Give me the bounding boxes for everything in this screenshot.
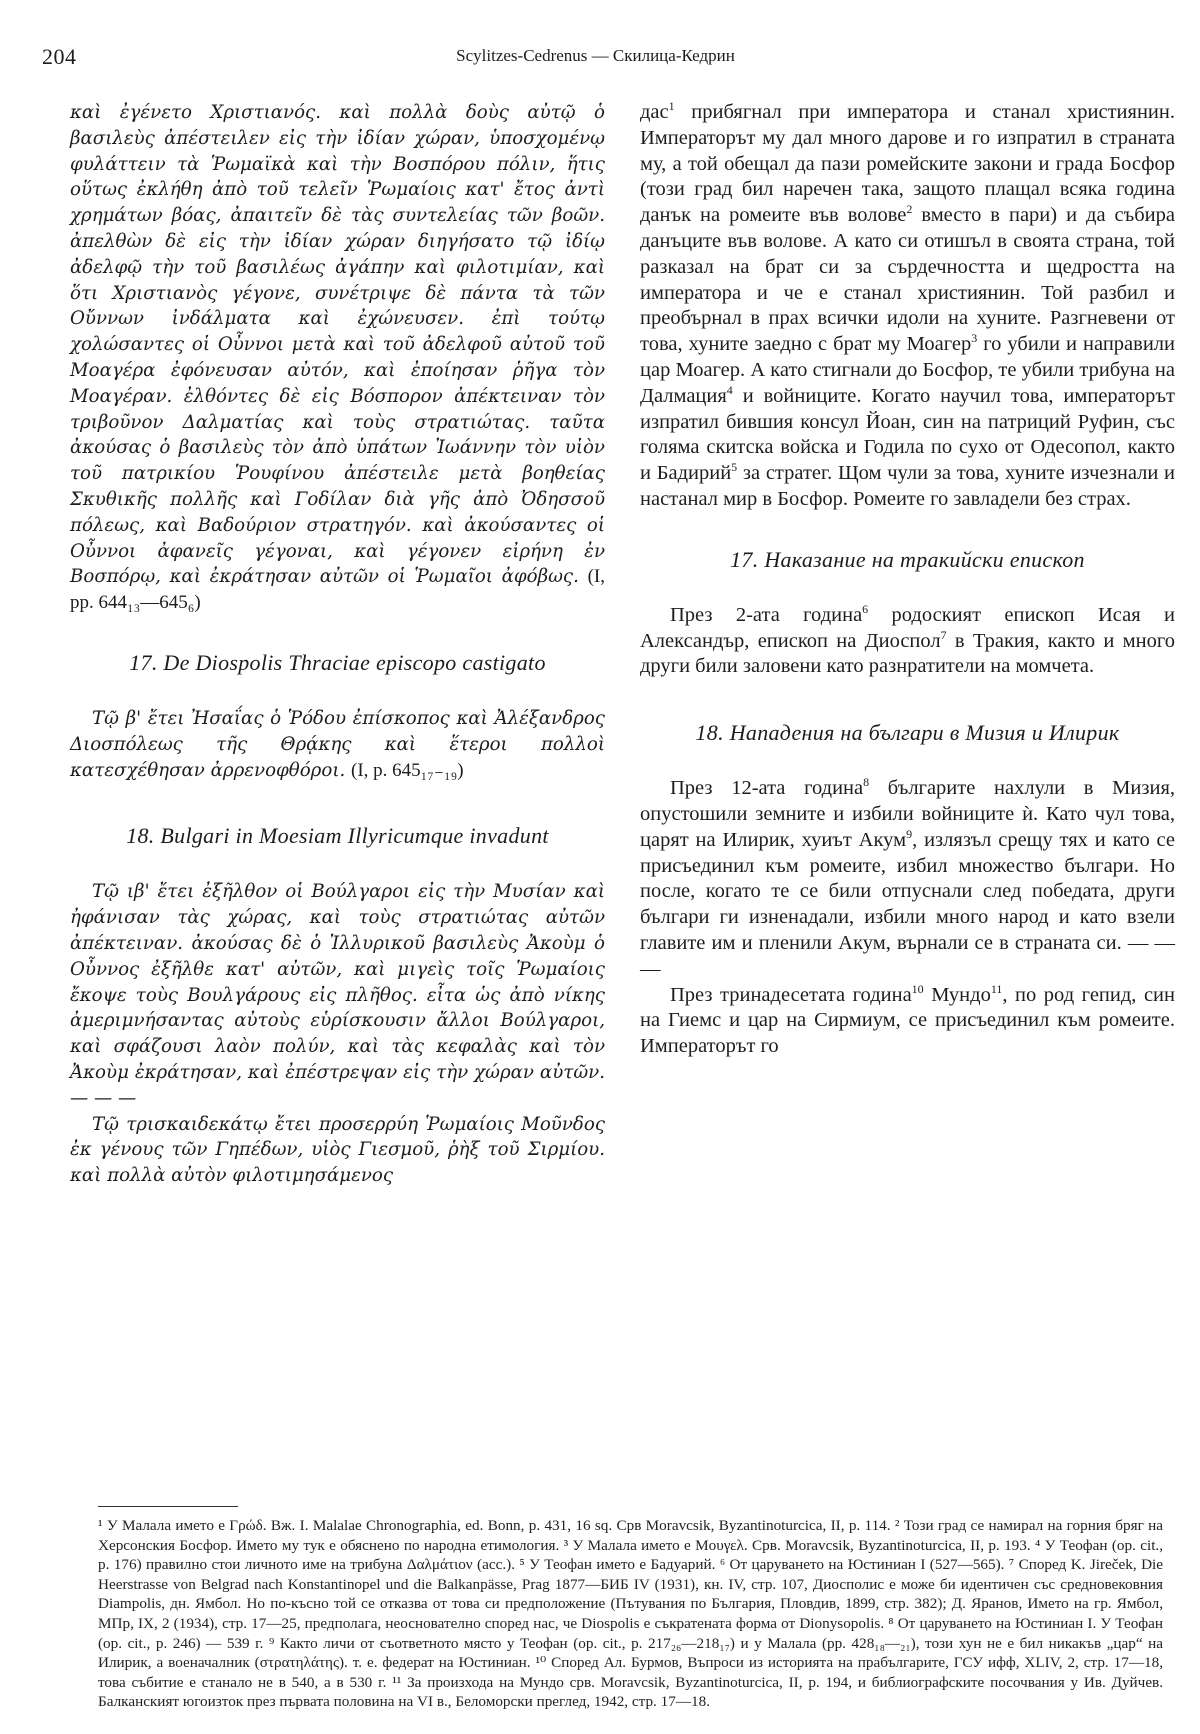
bulgarian-text: прибягнал при императора и станал християнин. Императорът му дал много дарове и го изпратил в страната му, а той обещал да пази ромейските закони и града Босфор (този град бил наречен така, защото плащал всяка година данък на ромеите във волове [640, 101, 1175, 227]
greek-column [70, 100, 605, 1189]
greek-section-17-title: 17. De Diospolis Thraciae episcopo castigato [129, 649, 546, 675]
footnote-ref-8: 8 [863, 775, 870, 790]
page-number: 204 [42, 44, 77, 69]
footnote-11: ¹¹ За произхода на Мундо срв. Moravcsik, Byzantinoturcica, II, p. 194, и библиографските посочвания у Ив. Дуйчев. Балканският югоизток през първата половина на VI в., Беломорски преглед, 1942, стр. 17—18. [98, 1673, 1164, 1711]
bulgarian-section-18-title: 18. Нападения на българи в Мизия и Илирик [695, 720, 1120, 746]
footnote-ref-1: 1 [668, 99, 675, 114]
page-header [28, 44, 1163, 74]
bulgarian-section-18-body-2 [640, 983, 1175, 1060]
footnote-9: ⁹ Както личи от съответното място у Теофан (op. cit., p. 217₂₆—218₁₇) и у Малала (pp. 428₁₈—₂₁), този хун не е бил никакъв „цар“ на Илирик, а военачалник (στρατηλάτης). т. е. федерат на Юстиниан. [98, 1634, 1163, 1672]
greek-section-17-ref: (I, p. 645₁₇₋₁₉) [351, 759, 464, 781]
footnote-6: ⁶ От царуването на Юстиниан I (527—565). [719, 1556, 1005, 1574]
footnote-5: ⁵ У Теофан името е Бадуарий. [519, 1556, 716, 1574]
bulgarian-text: Мундо [923, 983, 991, 1006]
greek-section-18-body-2: Τῷ τρισκαιδεκάτῳ ἔτει προσερρύη Ῥωμαίοις Μοῦνδος ἐκ γένους τῶν Γηπέδων, υἱὸς Γιεσμοῦ, ῥὴξ τοῦ Σιρμίου. καὶ πολλὰ αὐτὸν φιλοτιμησάμενος [70, 1113, 605, 1187]
footnote-ref-9: 9 [906, 826, 913, 841]
greek-section-17-text: Τῷ β' ἔτει Ἠσαΐας ὁ Ῥόδου ἐπίσκοπος καὶ Ἀλέξανδρος Διοσπόλεως τῆς Θρᾴκης καὶ ἕτεροι πολλοὶ κατεσχέθησαν ἀρρενοφθόροι. [70, 707, 605, 781]
bulgarian-text: През тринадесетата година [670, 983, 912, 1006]
bulgarian-section-18-body [640, 776, 1175, 982]
footnote-divider [98, 1506, 238, 1507]
bulgarian-text: родоският епископ Исая и Александър, епископ на Диоспол [640, 603, 1175, 652]
bulgarian-text: вместо в пари) и да събира данъците във волове. А като си отишъл в своята страна, той разказал на брат си за сърдечността и щедростта на императора и че е станал християнин. Той разбил и преобърнал в прах всички идоли на хуните. Разгневени от това, хуните заедно с брат му Моагер [640, 204, 1175, 356]
running-head: Scylitzes-Cedrenus — Скилица-Кедрин [456, 46, 735, 65]
greek-continuation-text: καὶ ἐγένετο Χριστιανός. καὶ πολλὰ δοὺς αὐτῷ ὁ βασιλεὺς ἀπέστειλεν εἰς τὴν ἰδίαν χώραν, ὑποσχομένῳ φυλάττειν τὰ Ῥωμαϊκὰ καὶ τὴν Βοσπόρου πόλιν, ἥτις οὕτως ἐκλήθη ἀπὸ τοῦ τελεῖν Ῥωμαίοις κατ' ἔτος ἀντὶ χρημάτων βόας, ἀπαιτεῖν δὲ τὰς συντελείας τῶν βοῶν. ἀπελθὼν δὲ εἰς τὴν ἰδίαν χώραν διηγήσατο τῷ ἰδίῳ ἀδελφῷ τὴν τοῦ βασιλέως ἀγάπην καὶ φιλοτιμίαν, καὶ ὅτι Χριστιανὸς γέγονε, συνέτριψε δὲ πάντα τὰ τῶν Οὔννων ἰνδάλματα καὶ ἐχώνευσεν. ἐπὶ τούτῳ χολώσαντες οἱ Οὖννοι μετὰ καὶ τοῦ ἀδελφοῦ αὐτοῦ τοῦ Μοαγέρα ἐφόνευσαν αὐτόν, καὶ ἐποίησαν ῥῆγα τὸν Μοαγέραν. ἐλθόντες δὲ εἰς Βόσπορον ἀπέκτειναν τὸν τριβοῦνον Δαλματίας καὶ τοὺς στρατιώτας. ταῦτα ἀκούσας ὁ βασιλεὺς τὸν ἀπὸ ὑπάτων Ἰωάννην τὸν υἱὸν τοῦ πατρικίου Ῥουφίνου ἀπέστειλε μετὰ βοηθείας Σκυθικῆς πολλῆς καὶ Γοδίλαν διὰ γῆς ἀπὸ Ὀδησσοῦ πόλεως, καὶ Βαδούριον στρατηγόν. καὶ ἀκούσαντες οἱ Οὖννοι ἀφανεῖς γέγοναι, καὶ γέγονεν εἰρήνη ἐν Βοσπόρῳ, καὶ ἐκράτησαν αὐτῶν οἱ Ῥωμαῖοι ἀφόβως. [70, 102, 605, 588]
footnote-8: ⁸ От царуването на Юстиниан I. У Теофан (op. cit., p. 246) — 539 г. [98, 1614, 1164, 1652]
bulgarian-continuation [640, 100, 1175, 513]
footnote-ref-3: 3 [971, 331, 978, 346]
bulgarian-column [640, 100, 1175, 1060]
greek-section-18-body: Τῷ ιβ' ἔτει ἐξῆλθον οἱ Βούλγαροι εἰς τὴν Μυσίαν καὶ ἠφάνισαν τὰς χώρας, καὶ τοὺς στρατιώτας αὐτῶν ἀπέκτειναν. ἀκούσας δὲ ὁ Ἰλλυρικοῦ βασιλεὺς Ἀκοὺμ ὁ Οὖννος ἐξῆλθε κατ' αὐτῶν, καὶ μιγεὶς τοῖς Ῥωμαίοις ἔκοψε τοὺς Βουλγάρους εἰς πλῆθος. εἶτα ὡς ἀπὸ νίκης ἀμεριμνήσαντας αὐτοὺς εὑρίσκουσιν ἄλλοι Βούλγαροι, καὶ σφάζουσι λαὸν πολύν, καὶ τὰς κεφαλὰς καὶ τὸν Ἀκοὺμ ἐκράτησαν, καὶ ἐπέστρεψαν εἰς τὴν χώραν αὐτῶν. — — — [70, 881, 605, 1109]
greek-section-18-title: 18. Bulgari in Moesiam Illyricumque invadunt [126, 823, 549, 849]
greek-section-17 [70, 650, 605, 783]
greek-continuation-ref: (I, pp. 644₁₃—645₆) [70, 566, 605, 614]
greek-section-17-body [70, 706, 605, 783]
footnote-ref-11: 11 [990, 981, 1003, 996]
bulgarian-section-17 [640, 547, 1175, 680]
footnote-ref-2: 2 [906, 202, 913, 217]
footnote-3: ³ У Малала името е Μουγελ. Срв. Moravcsik, Byzantinoturcica, II, p. 193. [563, 1536, 1031, 1554]
footnote-4: ⁴ У Теофан (op. cit., p. 176) правилно стои личното име на трибуна Δαλμάτιον (acc.). [98, 1536, 1164, 1574]
bulgarian-text: българите нахлули в Мизия, опустошили земните и избили войниците ѝ. Като чул това, царят на Илирик, хуиът Акум [640, 777, 1175, 851]
footnote-ref-10: 10 [911, 981, 924, 996]
bulgarian-text: , излязъл срещу тях и като се присъединил към ромеите, избил множество българи. Но после, когато те се били отпуснали след победата, други българи ги изненадали, избили много народ и като взели главите им и пленили Акум, върнали се в страната си. — — — [640, 828, 1176, 980]
bulgarian-text: , по род гепид, син на Гиемс и цар на Сирмиум, се присъединил към ромеите. Императорът го [640, 983, 1175, 1058]
footnote-10: ¹⁰ Според Ал. Бурмов, Въпроси из историята на прабългарите, ГСУ ифф, XLIV, 2, стр. 17—18, това събитие е станало не в 540, а в 530 г. [98, 1654, 1163, 1691]
bulgarian-text: дас [640, 101, 669, 123]
bulgarian-text: го убили и направили цар Моагер. А като стигнали до Босфор, те убили трибуна на Далмация [640, 333, 1175, 407]
greek-continuation [70, 100, 605, 616]
bulgarian-section-17-body [640, 603, 1175, 680]
greek-section-18 [70, 823, 605, 1189]
bulgarian-section-17-title: 17. Наказание на тракийски епископ [730, 546, 1085, 572]
bulgarian-section-18 [640, 720, 1175, 1060]
footnote-1: ¹ У Малала името е Γρώδ. Вж. I. Malalae Chronographia, ed. Bonn, p. 431, 16 sq. Срв Moravcsik, Byzantinoturcica, II, p. 114. [98, 1517, 891, 1534]
bulgarian-text: в Тракия, както и много други били заловени като разнратители на момчета. [640, 629, 1176, 678]
bulgarian-text: През 12-ата година [670, 777, 864, 800]
bulgarian-text: и войниците. Когато научил това, императорът изпратил бившия консул Йоан, син на патриций Руфин, със голяма скитска войска и Годила по сухо от Одесопол, както и Бадирий [640, 384, 1175, 485]
footnote-ref-4: 4 [726, 382, 733, 397]
footnote-ref-6: 6 [862, 601, 869, 616]
footnote-ref-7: 7 [940, 627, 947, 642]
footnotes [98, 1516, 1163, 1712]
bulgarian-text: за стратег. Щом чули за това, хуните изчезнали и настанал мир в Босфор. Ромеите го завладели без страх. [640, 462, 1176, 510]
footnote-7: ⁷ Според K. Jireček, Die Heerstrasse von Belgrad nach Konstantinopel und die Balkanpässe, Prag 1877—БИБ IV (1931), кн. IV, стр. 107, Диосполис е може би идентичен със средновековния Diampolis, дн. Ямбол. Но по-късно той се отказва от това си предположение (Пътувания по България, Пловдив, 1899, стр. 382); Д. Яранов, Името на гр. Ямбол, МПр, IX, 2 (1934), стр. 17—25, предполага, неоснователно според нас, че Diospolis е съкратената форма от Dionysopolis. [98, 1556, 1163, 1632]
bulgarian-text: През 2-ата година [670, 603, 863, 626]
footnote-ref-5: 5 [731, 460, 738, 475]
footnote-2: ² Този град се намирал на горния бряг на Херсонския Босфор. Името му тук е обяснено по народна етимология. [98, 1517, 1164, 1554]
